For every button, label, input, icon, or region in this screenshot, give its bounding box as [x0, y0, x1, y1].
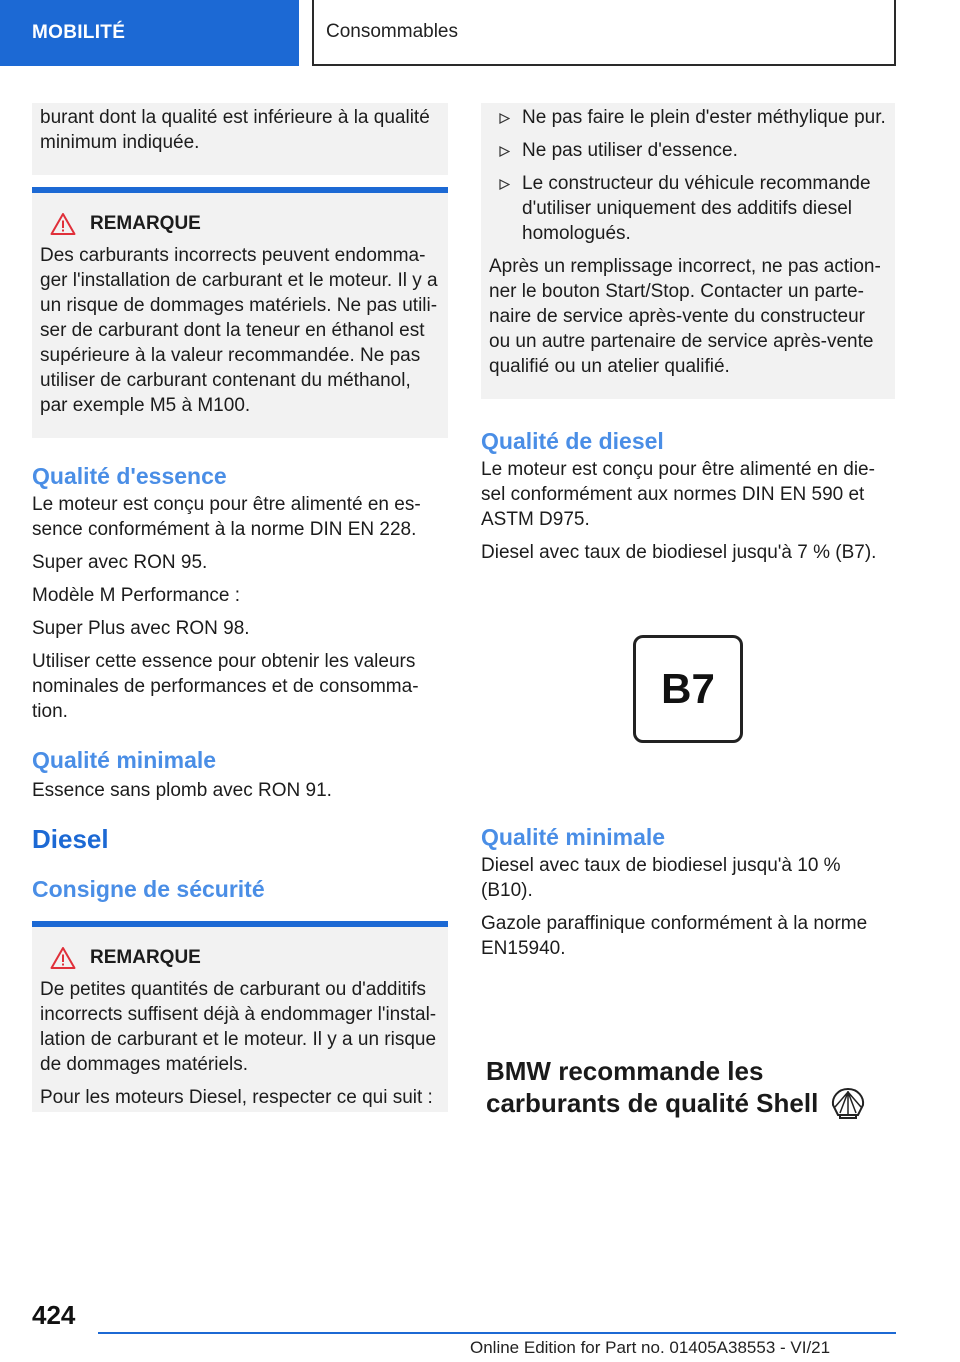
min-diesel-p1: Diesel avec taux de biodiesel jusqu'à 10 % (B10). — [481, 855, 841, 901]
list-item: Ne pas utiliser d'essence. — [489, 138, 887, 163]
warning-box-1 — [32, 187, 448, 438]
warning-header — [40, 945, 440, 971]
shell-line-1: BMW recommande les — [486, 1056, 764, 1086]
section-tab[interactable] — [0, 0, 299, 66]
warning-text-2: Pour les moteurs Diesel, respecter ce qui suit : — [40, 1087, 433, 1108]
triangle-bullet-icon — [499, 146, 510, 157]
warning-header — [40, 211, 440, 237]
warning-icon — [50, 212, 76, 236]
left-column — [32, 103, 448, 1112]
warning-title: REMARQUE — [90, 213, 201, 234]
warning-text: De petites quantités de carburant ou d'additifs incorrects suffisent déjà à endommager l'instal-lation de carburant et le moteur. Il y a un risque de dommages matériels. — [40, 979, 437, 1075]
diesel-rules-list — [489, 105, 887, 246]
right-column — [481, 103, 895, 961]
diesel-quality-p2: Diesel avec taux de biodiesel jusqu'à 7 % (B7). — [481, 542, 877, 563]
after-refuel-text: Après un remplissage incorrect, ne pas action-ner le bouton Start/Stop. Contacter un parte-naire de service après-vente du constructeur ou un autre partenaire de service après-vente qualifié ou un atelier qualifié. — [489, 256, 881, 377]
warning-text: Des carburants incorrects peuvent endomma-ger l'installation de carburant et le moteur. Il y a un risque de dommages matériels. Ne pas utili-ser de carburant dont la teneur en éthanol est supérieure à la valeur recommandée. Ne pas utiliser de carburant contenant du méthanol, par exemple M5 à M100. — [40, 245, 438, 416]
essence-p4: Super Plus avec RON 98. — [32, 618, 250, 639]
essence-p5: Utiliser cette essence pour obtenir les valeurs nominales de performances et de consomma-tion. — [32, 651, 419, 722]
footer-divider — [98, 1332, 896, 1334]
min-diesel-p2: Gazole paraffinique conformément à la norme EN15940. — [481, 913, 868, 959]
heading-min-quality-diesel: Qualité minimale — [481, 824, 666, 850]
diesel-quality-p1: Le moteur est conçu pour être alimenté en die-sel conformément aux normes DIN EN 590 et ASTM D975. — [481, 459, 875, 530]
shell-line-2-row — [486, 1087, 886, 1119]
essence-p3: Modèle M Performance : — [32, 585, 241, 606]
warning-box-2-continued — [481, 103, 895, 399]
list-item: Le constructeur du véhicule recommande d'utiliser uniquement des additifs diesel homologués. — [489, 171, 887, 246]
warning-box-2 — [32, 921, 448, 1112]
heading-min-quality-essence: Qualité minimale — [32, 747, 217, 773]
chapter-title: Consommables — [326, 21, 458, 42]
shell-recommendation — [486, 1056, 886, 1119]
shell-line-2: carburants de qualité Shell — [486, 1087, 819, 1118]
b7-fuel-label: B7 — [633, 635, 743, 743]
triangle-bullet-icon — [499, 113, 510, 124]
list-item: Ne pas faire le plein d'ester méthylique pur. — [489, 105, 887, 130]
continued-text: burant dont la qualité est inférieure à la qualité minimum indiquée. — [40, 107, 430, 153]
essence-p1: Le moteur est conçu pour être alimenté en es-sence conformément à la norme DIN EN 228. — [32, 494, 421, 540]
shell-logo-icon — [830, 1087, 866, 1119]
triangle-bullet-icon — [499, 179, 510, 190]
heading-diesel: Diesel — [32, 824, 109, 854]
section-title: MOBILITÉ — [32, 22, 126, 43]
page-number: 424 — [32, 1300, 76, 1330]
heading-essence-quality: Qualité d'essence — [32, 463, 227, 489]
warning-icon — [50, 946, 76, 970]
continued-note-box — [32, 103, 448, 175]
warning-title: REMARQUE — [90, 947, 201, 968]
chapter-tab — [312, 0, 896, 66]
heading-safety: Consigne de sécurité — [32, 876, 265, 902]
essence-p2: Super avec RON 95. — [32, 552, 208, 573]
min-essence-text: Essence sans plomb avec RON 91. — [32, 780, 332, 801]
footer-edition: Online Edition for Part no. 01405A38553 - VI/21 — [470, 1338, 831, 1357]
b7-label-wrapper — [481, 635, 895, 743]
heading-diesel-quality: Qualité de diesel — [481, 428, 664, 454]
